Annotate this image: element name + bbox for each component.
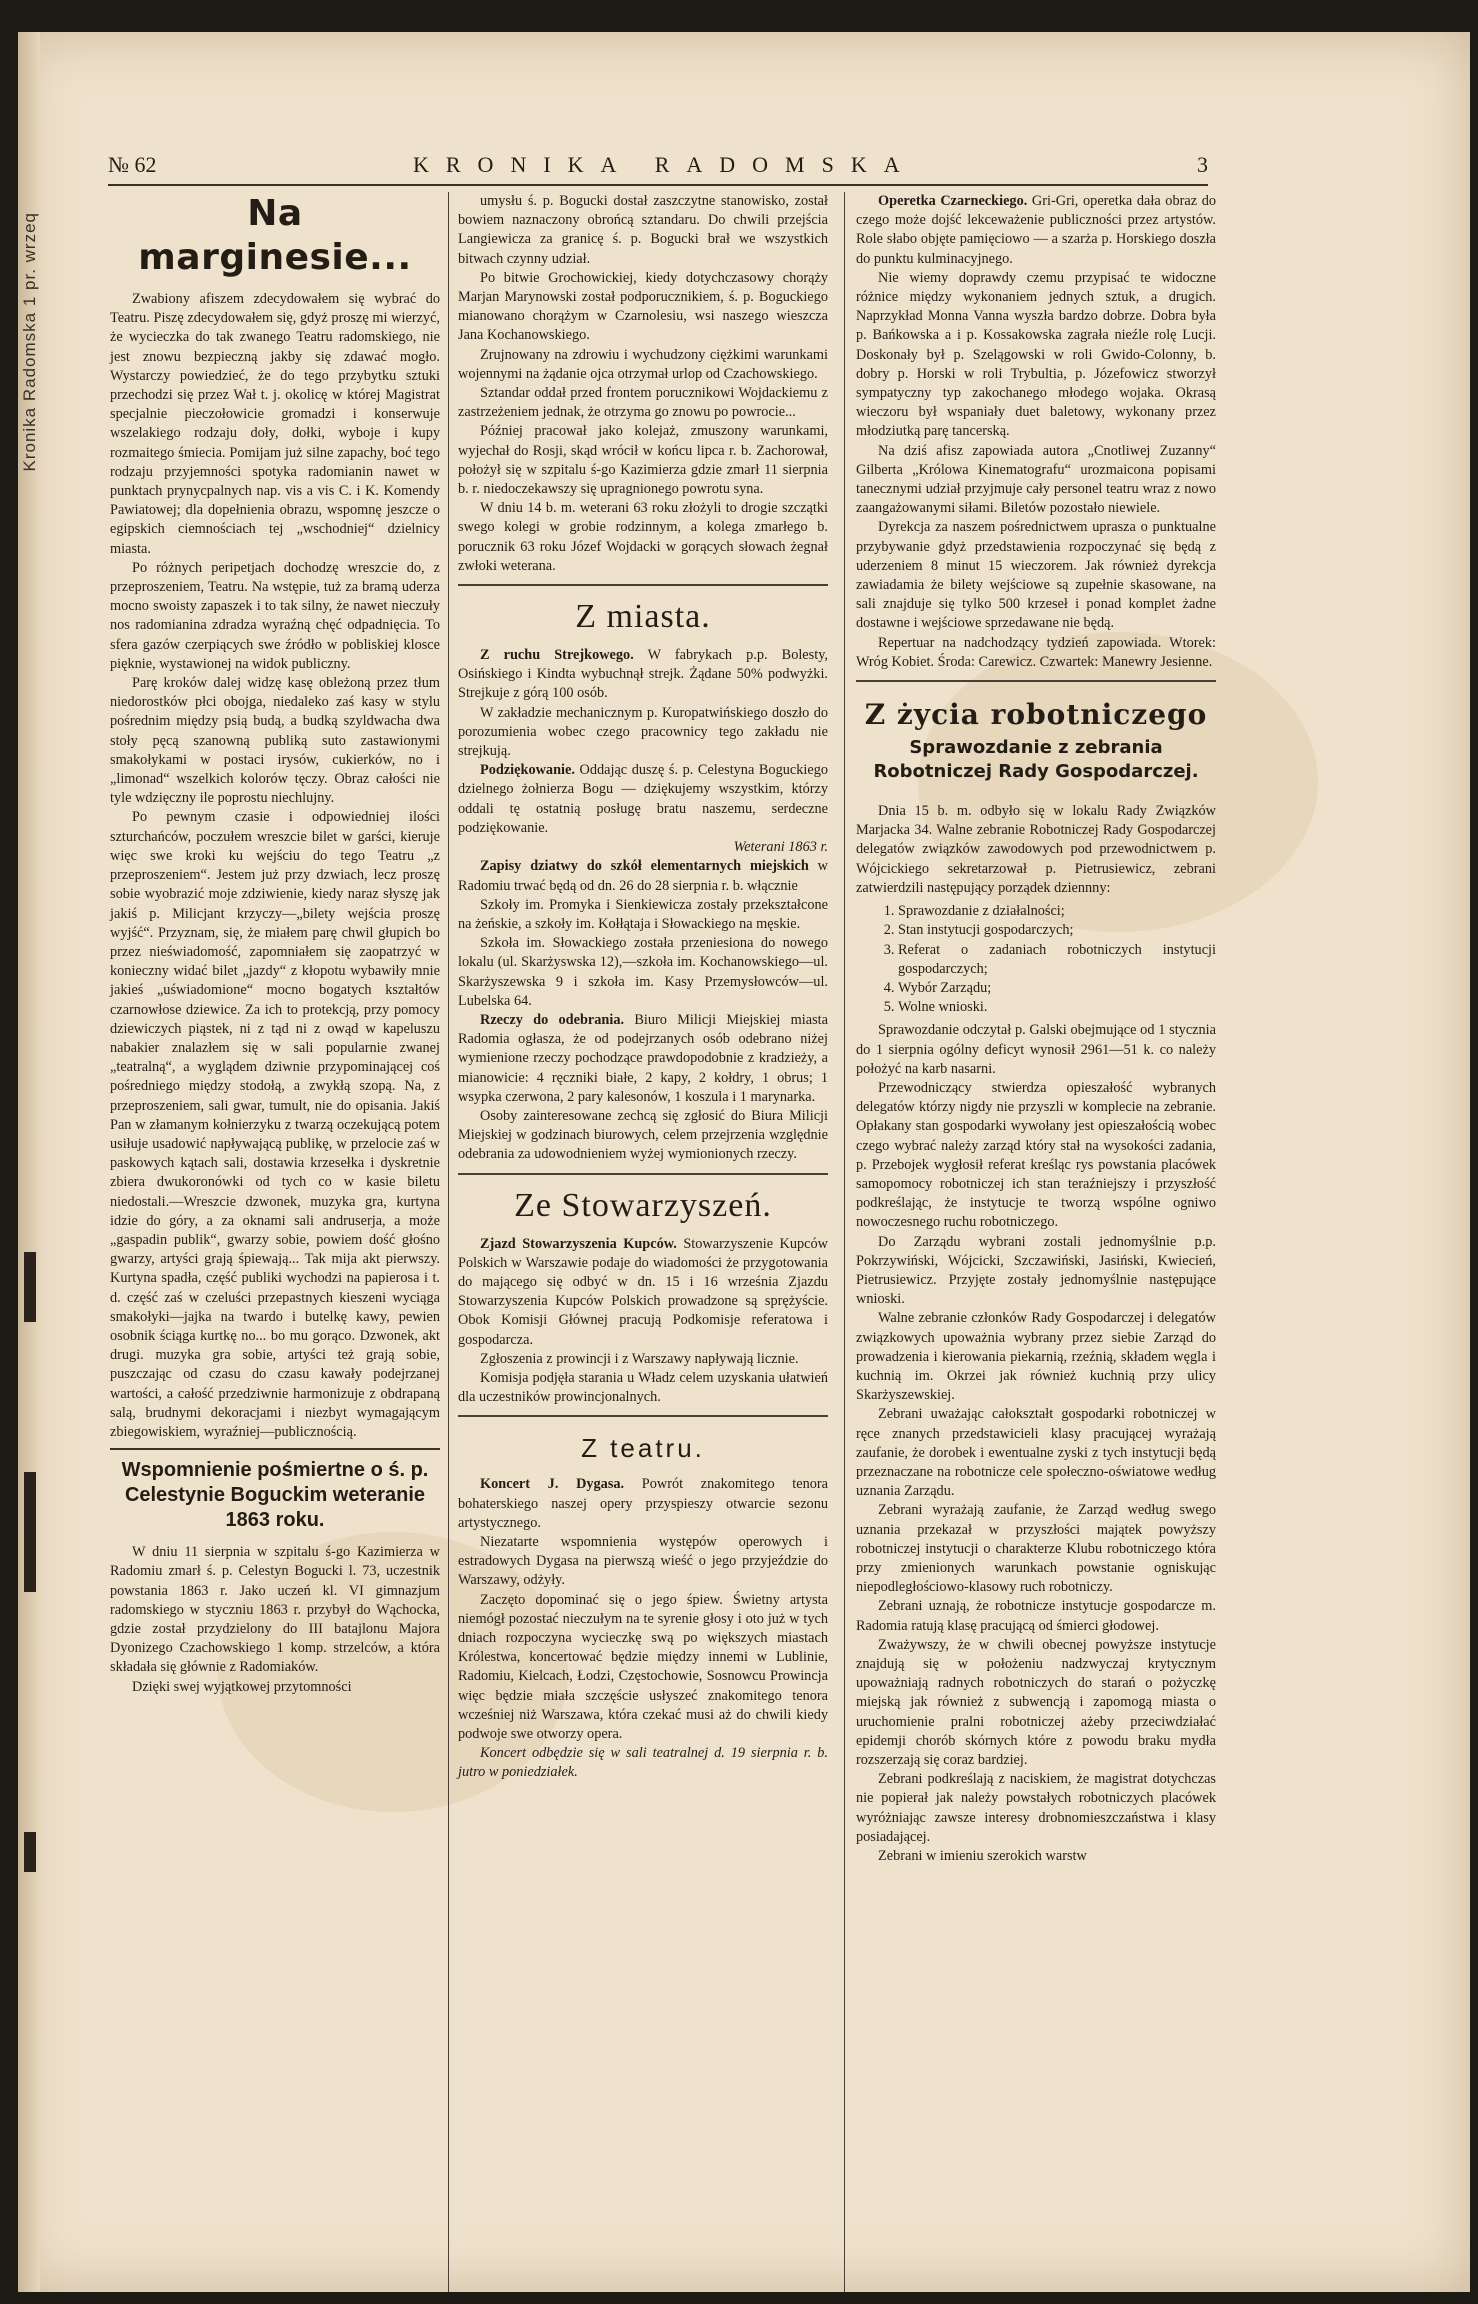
paragraph: Parę kroków dalej widzę kasę obleżoną przez tłum niedorostków płci obojga, niedaleko zaś kasy w stylu pośrednim między psią budą, a budką szyldwacha dwa stoły pęcą szanowną publiką suto zastawionymi smakołykami w postaci irysów, cukierków, no i „limonad“ wszelkich kolorów tęczy. Obraz całości nie tyle wdzięczny ile poprostu niechlujny.	[110, 675, 440, 807]
section-body-stowarzyszenia	[458, 1235, 828, 1408]
news-item	[458, 1533, 828, 1591]
section-divider	[458, 1415, 828, 1417]
paragraph-text: Zaczęto dopominać się o jego śpiew. Świetny artysta niemógł pozostać nieczułym na te syrenie głosy i oto już w tych dniach rozpoczyna wycieczkę swą po większych miastach Królestwa, koncertować będzie między innemi w Lublinie, Radomiu, Kielcach, Łodzi, Częstochowie, Sosnowcu Prowincja więc będzie miała szczęście usłyszeć znakomitego tenora wcześniej niż Warszawa, która czekać musi aż do chwili kiedy podwoje swe otworzy opera.	[458, 1591, 828, 1743]
section-title-robotniczego: Z życia robotniczego	[864, 698, 1208, 732]
paragraph-keyword: Rzeczy do odebrania.	[480, 1011, 625, 1028]
column-rule	[448, 192, 449, 2292]
paragraph-text: Komisja podjęła starania u Władz celem uzyskania ułatwień dla uczestników prowincjonalnych.	[458, 1369, 828, 1406]
paragraph: Po różnych peripetjach dochodzę wreszcie do, z przeproszeniem, Teatru. Na wstępie, tuż za bramą uderza mocno swoisty zapaszek i to tak silny, że nawet nieczuły nos radomianina zdradza wyraźną chęć odpadnięcia. To sfera gazów czerpiących swe źródło w pobliskiej klosce pięknie, wystawionej na widok publiczny.	[110, 559, 440, 672]
ink-mark	[24, 1252, 36, 1322]
binding-strip	[18, 32, 40, 2292]
news-item	[856, 442, 1216, 519]
paragraph: Zebrani uznają, że robotnicze instytucje gospodarcze m. Radomia ratują klasę pracującą od śmierci głodowej.	[856, 1598, 1216, 1634]
paragraph: Walne zebranie członków Rady Gospodarczej i delegatów związkowych upoważnia wybrany przez siebie Zarząd do prowadzenia i kierowania piekarnią, rzeźnią, składem węgla i kuchnią im. Okrzei jak również kuchnią przy ulicy Skarżyszewskiej.	[856, 1310, 1216, 1404]
paragraph-text: Szkoła im. Słowackiego została przeniesiona do nowego lokalu (ul. Skarżyswska 12),—szkoła im. Kochanowskiego—ul. Skarżyszewska 9 i szkoła im. Kasy Przemysłowców—ul. Lubelska 64.	[458, 935, 828, 1009]
memorial-title: Wspomnienie pośmiertne o ś. p. Celestynie Boguckim weteranie 1863 roku.	[110, 1448, 440, 1533]
header-rule	[108, 184, 1208, 186]
report-subtitle: Sprawozdanie z zebrania Robotniczej Rady Gospodarczej.	[873, 737, 1199, 783]
news-item	[856, 269, 1216, 442]
paragraph: Zebrani uważając całokształt gospodarki robotniczej w ręce znanych przedstawicieli klasy pracującej wyrażają zaufanie, że dorobek i ewentualne zyski z tych instytucji będą przeznaczane na robotnicze cele społeczno-oświatowe według uznania Zarządu.	[856, 1406, 1216, 1500]
paragraph-text: W zakładzie mechanicznym p. Kuropatwińskiego doszło do porozumienia wobec czego pracownicy tego zakładu nie strejkują.	[458, 704, 828, 760]
memorial-continued	[458, 192, 828, 576]
section-title-z-teatru: Z teatru.	[581, 1433, 705, 1464]
column-1	[110, 192, 440, 1697]
paragraph-keyword: Zjazd Stowarzyszenia Kupców.	[480, 1235, 677, 1252]
news-item	[458, 646, 828, 704]
paragraph: Zwabiony afiszem zdecydowałem się wybrać do Teatru. Piszę zdecydowałem się, gdyż proszę mi wierzyć, że wycieczka do tak zwanego Teatru radomskiego, nie jest znowu bezpieczną jakby się zdawać mogło. Wystarczy powiedzieć, że do tego przybytku sztuki przechodzi się przez Wał t. j. okolicę w której Magistrat specjalnie pieczołowicie gromadzi i konserwuje wszelakiego rodzaju doły, dołki, wyboje i kupy rozmaitego śmiecia. Pomijam już silne zapachy, boć tego rodzaju przyjemności spotyka radomianin nawet w punktach prynycpalnych nap. vis a vis C. i K. Komendy Pawiatowej; dla dopełnienia obrazu, wspomnę jeszcze o egipskich ciemnościach tej „wschodniej“ dzielnicy miasta.	[110, 291, 440, 557]
agenda-list	[856, 902, 1216, 1017]
news-item	[856, 192, 1216, 269]
paragraph: Po pewnym czasie i odpowiedniej ilości szturchańców, poczułem wreszcie bilet w garści, kieruje więc swe kroki ku wejściu do tego Teatru „z przeproszeniem“. Jestem już przy dzwiach, lecz proszę sobie wyobrazić moje zdziwienie, kiedy naraz słyszę jak jakiś p. Milicjant krzyczy—„bilety wejścia proszę wyjść“. Przyznam, się, że miałem parę chwil głupich bo przez nieświadomość, zapomniałem się zaopatrzyć w konieczny widać bilet „jazdy“ z kłopotu wybawiły mnie jakieś „uświadomione“ mocno bogatych kształtów czarnowłose dziewice. Za ich to protekcją, przy pomocy dziewiczych piąstek, ni z tąd ni z owąd w kapeluszu nabakier znalazłem się w sali popularnie zwanej „teatralną“, a wyglądem dziwnie przypominającej coś pośredniego między stodołą, a zwykłą szopą. Na, z przeproszeniem, sali gwar, tumult, nie do opisania. Jakiś Pan w złamanym kołnierzyku z twarzą oczekującą potem usiłuje usadowić napływającą publikę, w przelocie zaś w paskowych kątach sali, dostawia krzesełka i dyskretnie zbiera dwukoronówki od tych co w kasie biletu niedostali.—Wreszcie dzwonek, muzyka gra, kurtyna idzie do góry, a za oknami sali andruserja, a może „gaspadin publik“, gwarzy sobie, powiem dość głośno gwarzy, artyści grają śpiewają... Tak mija akt pierwszy. Kurtyna spadła, część publiki wychodzi na papierosa i t. d. część zaś w czeluści przepastnych kieszeni wyciąga smakołyki—jajka na twardo i butelkę kawy, pewien osobnik ściąga kurtkę no... bo mu gorąco. Dzwonek, akt drugi. muzyka gra sobie, artyści też grają sobie, puszczając od czasu do czasu kawały podejrzanej wartości, a całość przedziwnie harmonizuje z obdrapaną salą, brudnymi dekoracjami i niezbyt wymagającym zbiegowiskiem, wyraźniej—publicznością.	[110, 809, 440, 1440]
paragraph-text: W fabrykach p.p. Bolesty, Osińskiego i Kindta wybuchnął strejk. Żądane 50% podwyżki. Strejkuje z górą 100 osób.	[458, 647, 828, 702]
paragraph-text: Oddając duszę ś. p. Celestyna Boguckiego dzielnego żołnierza Bogu — dziękujemy wszystkim, którzy oddali tę ostatnią posługę bratu naszemu, serdeczne podziękowanie.	[458, 762, 828, 836]
section-body-operetka	[856, 192, 1216, 672]
column-3	[856, 192, 1216, 1866]
column-2	[458, 192, 828, 1783]
paragraph-text: Zgłoszenia z prowincji i z Warszawy napływają licznie.	[480, 1350, 799, 1367]
paragraph-text: Gri-Gri, operetka dała obraz do czego może dojść lekceważenie publiczności przez artystów. Role słabo objęte pamięciowo — a szarża p. Horskiego doszła do punktu kulminacyjnego.	[856, 193, 1216, 267]
paragraph: Do Zarządu wybrani zostali jednomyślnie p.p. Pokrzywiński, Wójcicki, Szczawiński, Jasiński, Kwiecień, Pietrusiewicz. Przyjęte zostały jednomyślnie następujące wnioski.	[856, 1233, 1216, 1308]
news-item	[458, 1591, 828, 1745]
issue-number: № 62	[108, 152, 157, 177]
paragraph-text: Powrót znakomitego tenora bohaterskiego naszej opery przyspieszy otwarcie sezonu artystycznego.	[458, 1476, 828, 1531]
agenda-item: 4. Wybór Zarządu;	[898, 979, 1216, 998]
section-body-z-miasta-2	[458, 857, 828, 1164]
news-item	[458, 896, 828, 934]
paragraph-keyword: Zapisy dziatwy do szkół elementarnych miejskich	[480, 858, 809, 875]
agenda-item: 2. Stan instytucji gospodarczych;	[898, 921, 1216, 940]
paragraph: Przewodniczący stwierdza opieszałość wybranych delegatów którzy nigdy nie przyszli w komplecie na zebranie. Opłakany stan gospodarki wywołany jest opieszałością wobec czego wybrać należy zarząd który stał na wysokości zadania, p. Przebojek wygłosił referat kreśląc rys powstania placówek samopomocy robotniczej ich stan teraźniejszy i przyszłość podkreślając, że instytucje te tworzą wspólne ogniwo nowoczesnego ruchu robotniczego.	[856, 1079, 1216, 1231]
paragraph: Zrujnowany na zdrowiu i wychudzony ciężkimi warunkami wojennymi na żądanie ojca otrzymał urlop od Czachowskiego.	[458, 346, 828, 382]
paragraph: Sztandar oddał przed frontem porucznikowi Wojdackiemu z zastrzeżeniem jednak, że otrzyma go znowu po powrocie...	[458, 385, 828, 421]
newspaper-title: KRONIKA RADOMSKA	[413, 152, 917, 177]
paragraph-keyword: Z ruchu Strejkowego.	[480, 647, 634, 664]
paragraph: Sprawozdanie odczytał p. Galski obejmujące od 1 stycznia do 1 sierpnia ogólny deficyt wynosił 2961—51 k. co należy położyć na karb nasarni.	[856, 1022, 1216, 1077]
news-item	[458, 704, 828, 762]
paragraph: umysłu ś. p. Bogucki dostał zaszczytne stanowisko, został bowiem naznaczony obrońcą sztandaru. Do chwili przejścia Langiewicza za granicę ś. p. Bogucki brał we wszystkich bitwach czynny udział.	[458, 193, 828, 267]
section-divider	[458, 1173, 828, 1175]
paragraph-keyword: Koncert J. Dygasa.	[480, 1476, 625, 1493]
report-body	[856, 1021, 1216, 1866]
paragraph-text: Biuro Milicji Miejskiej miasta Radomia ogłasza, że od podejrzanych osób odebrano niżej wymienione rzeczy pochodzące prawdopodobnie z kradzieży, a mianowicie: 4 ręczniki białe, 2 kapy, 2 kołdry, 1 obrus; 1 wsypka czerwona, 2 pary kalesonów, 1 koszula i 1 marynarka.	[458, 1011, 829, 1105]
column-rule	[844, 192, 845, 2292]
paragraph-text: Osoby zainteresowane zechcą się zgłosić do Biura Milicji Miejskiej w godzinach biurowych, celem przejrzenia względnie odebrania za udowodnieniem wyżej wymionionych rzeczy.	[458, 1107, 828, 1163]
paragraph-text: w Radomiu trwać będą od dn. 26 do 28 sierpnia r. b. włącznie	[458, 858, 828, 894]
agenda-item: 5. Wolne wnioski.	[898, 998, 1216, 1017]
paragraph-text: Repertuar na nadchodzący tydzień zapowiada. Wtorek: Wróg Kobiet. Środa: Carewicz. Czwartek: Manewry Jesienne.	[856, 634, 1216, 670]
news-item	[458, 1369, 828, 1407]
page-header	[108, 152, 1208, 182]
paragraph-text: Szkoły im. Promyka i Sienkiewicza zostały przekształcone na żeńskie, a szkoły im. Kołłątaja i Słowackiego na męskie.	[458, 896, 828, 932]
paragraph: Później pracował jako kolejaż, zmuszony warunkami, wyjechał do Rosji, skąd wrócił w końcu lipca r. b. Zachorował, położył się w szpitalu ś-go Kazimierza gdzie zmarł 11 sierpnia b. r. niedoczekawszy się upragnionego powrotu syna.	[458, 423, 828, 498]
side-label: Kronika Radomska 1 pr. wrzeq	[20, 212, 39, 472]
news-item	[458, 1475, 828, 1533]
paragraph-text: Nie wiemy doprawdy czemu przypisać te widoczne różnice między wykonaniem jednych sztuk, a drugich. Naprzykład Monna Vanna wyszła bardzo dobrze. Dobra była p. Bańkowska a i p. Kossakowska zagrała nieźle rolę Lucji. Doskonały był p. Szelągowski w roli Gwido-Colonny, b. dobry p. Horski w roli Trybultia, p. Józefowicz stworzył sympatyczny typ zakochanego młodego wojaka. Okrasą wieczoru był wspaniały duet baletowy, wykonany przez młodziutką parę tancerską.	[856, 269, 1216, 440]
news-item	[458, 1011, 828, 1107]
concert-note: Koncert odbędzie się w sali teatralnej d. 19 sierpnia r. b. jutro w poniedziałek.	[458, 1745, 828, 1781]
paragraph: Zebrani w imieniu szerokich warstw	[878, 1848, 1087, 1865]
section-title-stowarzyszenia: Ze Stowarzyszeń.	[514, 1186, 772, 1224]
report-intro: Dnia 15 b. m. odbyło się w lokalu Rady Związków Marjacka 34. Walne zebranie Robotniczej Rady Gospodarczej delegatów związków zawodowych pod przewodnictwem p. Wójcickiego sekretarzował p. Pietrusiewicz, zebrani zatwierdzili następujący porządek dziennny:	[856, 803, 1216, 896]
news-item	[458, 1107, 828, 1165]
section-divider	[856, 680, 1216, 682]
paragraph-text: Dyrekcja za naszem pośrednictwem uprasza o punktualne przybywanie gdyż przedstawienia rozpoczynać się będą z uderzeniem 8 minut 15 wieczorem. Jak również dyrekcja zawiadamia że bilety wejściowe są zupełnie skasowane, na sali znajduje się tylko 500 krzeseł i ponad komplet żadne dostawne i wejściowe sprzedawane nie będą.	[856, 519, 1216, 632]
memorial-body	[110, 1543, 440, 1697]
article-title-marginesie: Na marginesie...	[138, 193, 412, 278]
section-title-z-miasta: Z miasta.	[575, 598, 711, 636]
section-body-z-teatru	[458, 1475, 828, 1744]
paragraph-keyword: Podziękowanie.	[480, 762, 575, 779]
section-body-z-miasta	[458, 646, 828, 838]
news-item	[458, 1350, 828, 1369]
article-body-marginesie	[110, 290, 440, 1442]
news-item	[856, 634, 1216, 672]
newspaper-page	[18, 32, 1470, 2292]
news-item	[856, 518, 1216, 633]
paragraph: Zważywszy, że w chwili obecnej powyższe instytucje znajdują się w położeniu nadzwyczaj krytycznym upoważniają radnych robotniczych do starań o pożyczkę miejską jak również z subwencją i zapomogą miasta o uruchomienie pralni robotniczej ażeby przeciwdziałać epidemji chorób skórnych które z powodu braku mydła rozszerzają się coraz bardziej.	[856, 1636, 1216, 1769]
ink-mark	[24, 1832, 36, 1872]
news-item	[458, 1235, 828, 1350]
section-divider	[458, 584, 828, 586]
news-item	[458, 934, 828, 1011]
paragraph: Zebrani podkreślają z naciskiem, że magistrat dotychczas nie popierał jak należy powstałych robotniczych placówek wyróżniając zawsze interesy drobnomieszczaństwa i klasy posiadającej.	[856, 1771, 1216, 1845]
news-item	[458, 857, 828, 895]
paragraph: Dzięki swej wyjątkowej przytomności	[132, 1678, 352, 1695]
paragraph-keyword: Operetka Czarneckiego.	[878, 193, 1028, 209]
signature-weterani: Weterani 1863 r.	[733, 839, 828, 856]
paragraph: W dniu 11 sierpnia w szpitalu ś-go Kazimierza w Radomiu zmarł ś. p. Celestyn Bogucki l. 73, uczestnik powstania 1863 r. Jako uczeń kl. VI gimnazjum radomskiego w styczniu 1863 r. przybył do Wąchocka, gdzie został przydzielony do III batajlonu Majora Dyonizego Czachowskiego 1 komp. strzelców, a która składała się głównie z Radomiaków.	[110, 1544, 440, 1676]
paragraph-text: Na dziś afisz zapowiada autora „Cnotliwej Zuzanny“ Gilberta „Królowa Kinematografu“ urozmaicona popisami tanecznymi udział przyjmuje cały personel teatru wraz z nowo zaangażowanymi siłami. Biletów pozostało niewiele.	[856, 442, 1216, 517]
paragraph: Zebrani wyrażają zaufanie, że Zarząd według swego uznania przekazał w przyszłości majątek powyższy robotniczej instytucji o charakterze Klubu robotniczego która przy zmienionych warunkach powstanie ogniskując niepodległościowo-klasowy ruch robotniczy.	[856, 1502, 1216, 1596]
paragraph-text: Stowarzyszenie Kupców Polskich w Warszawie podaje do wiadomości że przygotowania do mającego się odbyć w dn. 15 i 16 września Zjazdu Stowarzyszenia Kupców Polskich prowadzone są sprężyście. Obok Komisji Głównej pracują Podkomisje referatowa i gospodarcza.	[458, 1235, 828, 1348]
paragraph: Po bitwie Grochowickiej, kiedy dotychczasowy chorąży Marjan Marynowski został podporucznikiem, ś. p. Boguckiego mianowano chorążym w Czarnolesiu, wsi naszego wieszcza Jana Kochanowskiego.	[458, 269, 828, 344]
agenda-item: 1. Sprawozdanie z działalności;	[898, 902, 1216, 921]
agenda-item: 3. Referat o zadaniach robotniczych instytucji gospodarczych;	[898, 941, 1216, 979]
paragraph: W dniu 14 b. m. weterani 63 roku złożyli to drogie szczątki swego kolegi w grobie rodzinnym, a kolega zmarłego b. porucznik 63 roku Józef Wojdacki w gorących słowach żegnał zwłoki weterana.	[458, 500, 828, 574]
paragraph-text: Niezatarte wspomnienia występów operowych i estradowych Dygasa na pierwszą wieść o jego przyjeździe do Warszawy, odżyły.	[458, 1533, 828, 1589]
news-item	[458, 761, 828, 838]
page-number: 3	[1197, 152, 1208, 177]
ink-mark	[24, 1472, 36, 1592]
